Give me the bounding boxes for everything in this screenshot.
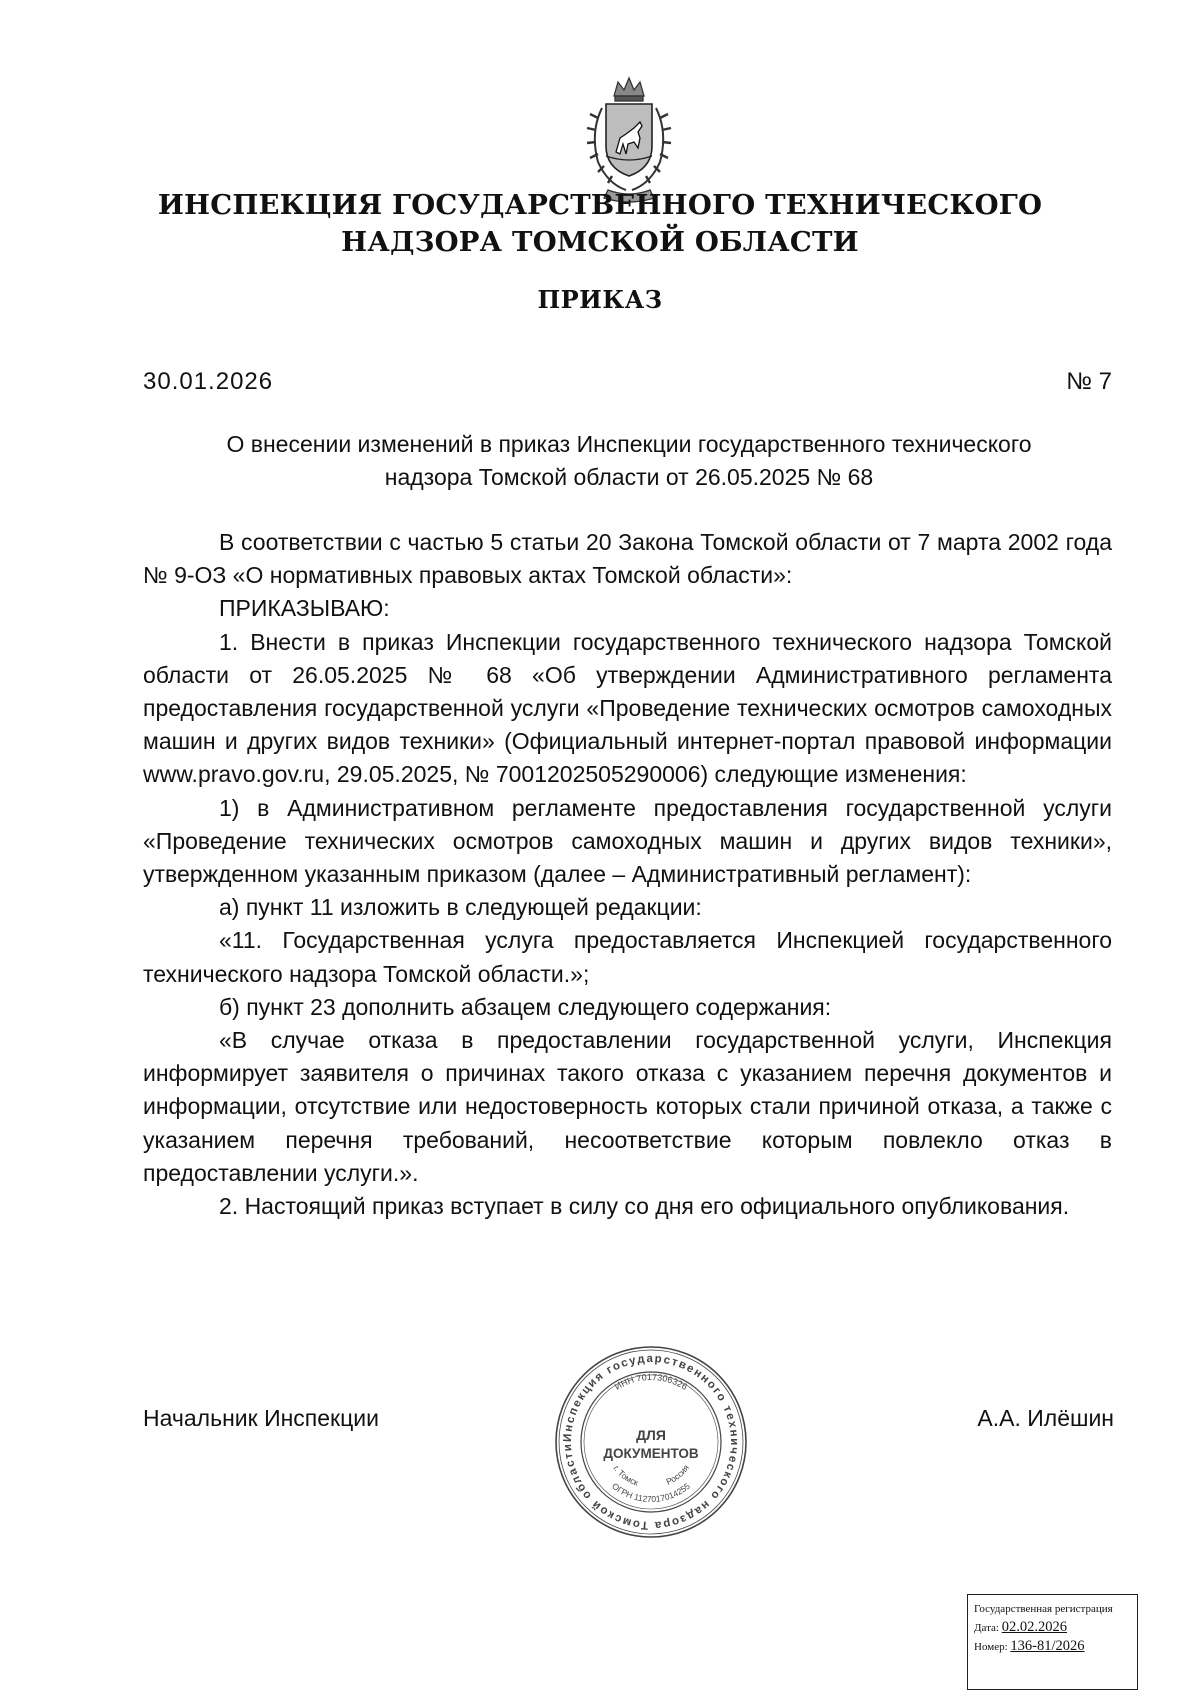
- registration-date-value: 02.02.2026: [1001, 1619, 1067, 1635]
- registration-number-value: 136-81/2026: [1010, 1638, 1085, 1654]
- organization-title-line-1: ИНСПЕКЦИЯ ГОСУДАРСТВЕННОГО ТЕХНИЧЕСКОГО: [157, 189, 1043, 221]
- signatory-title: Начальник Инспекции: [143, 1405, 379, 1431]
- paragraph-order-word: ПРИКАЗЫВАЮ:: [219, 595, 390, 622]
- registration-number-row: [974, 1637, 1131, 1656]
- registration-title: Государственная регистрация: [974, 1603, 1113, 1615]
- organization-title: [0, 187, 1200, 261]
- seal-ogrn: ОГРН 1127017014255: [610, 1480, 692, 1505]
- paragraph-subitem-a: а) пункт 11 изложить в следующей редакции:: [219, 894, 702, 921]
- paragraph-subitem-1: 1) в Административном регламенте предоставления государственной услуги «Проведение технических осмотров самоходных машин и других видов техники», утвержденном указанным приказом (далее – Административный регламент):: [143, 794, 1112, 888]
- organization-title-line-2: НАДЗОРА ТОМСКОЙ ОБЛАСТИ: [341, 226, 859, 258]
- svg-text:ОГРН 1127017014255: [610, 1481, 692, 1504]
- seal-inn: ИНН 7017306326: [612, 1371, 690, 1392]
- seal-country: Россия: [664, 1462, 691, 1487]
- order-subject-line-1: О внесении изменений в приказ Инспекции государственного технического: [226, 431, 1032, 457]
- seal-city: г. Томск: [611, 1463, 640, 1488]
- paragraph-item-1: 1. Внести в приказ Инспекции государственного технического надзора Томской области от 26.05.2025 № 68 «Об утверждении Административного регламента предоставления государственной услуги «Проведение технических осмотров самоходных машин и других видов техники» (Официальный интернет-портал правовой информации www.pravo.gov.ru, 29.05.2025, № 7001202505290006) следующие изменения:: [143, 628, 1112, 788]
- order-subject-line-2: надзора Томской области от 26.05.2025 № 68: [384, 464, 874, 490]
- document-type: ПРИКАЗ: [537, 285, 663, 314]
- registration-date-row: [974, 1618, 1131, 1637]
- paragraph-point-23-text: «В случае отказа в предоставлении государственной услуги, Инспекция информирует заявителя о причинах такого отказа с указанием перечня документов и информации, отсутствие или недостоверность которых стали причиной отказа, а также с указанием перечня требований, несоответствие которым повлекло отказ в предоставлении услуги.».: [143, 1027, 1112, 1186]
- signatory-name: А.А. Илёшин: [977, 1405, 1114, 1431]
- paragraph-item-2: 2. Настоящий приказ вступает в силу со дня его официального опубликования.: [219, 1193, 1070, 1220]
- seal-center-line-1: ДЛЯ: [636, 1427, 666, 1443]
- seal-center-line-2: ДОКУМЕНТОВ: [603, 1446, 699, 1461]
- registration-date-label: Дата:: [974, 1622, 999, 1634]
- seal-ring-text: Инспекция государственного технического надзора Томской области: [561, 1352, 741, 1532]
- registration-box: [967, 1594, 1138, 1690]
- order-number: № 7: [1066, 368, 1112, 395]
- paragraph-subitem-b: б) пункт 23 дополнить абзацем следующего содержания:: [219, 993, 832, 1020]
- svg-text:ИНН 7017306326: [613, 1372, 689, 1392]
- official-seal: [553, 1344, 749, 1540]
- paragraph-preamble: В соответствии с частью 5 статьи 20 Закона Томской области от 7 марта 2002 года № 9-ОЗ «О нормативных правовых актах Томской области»:: [143, 529, 1112, 589]
- paragraph-point-11-text: «11. Государственная услуга предоставляется Инспекцией государственного технического надзора Томской области.»;: [143, 927, 1112, 987]
- order-body: [143, 526, 1112, 1223]
- order-date: 30.01.2026: [143, 368, 274, 395]
- registration-number-label: Номер:: [974, 1641, 1008, 1653]
- order-subject: [143, 428, 1115, 494]
